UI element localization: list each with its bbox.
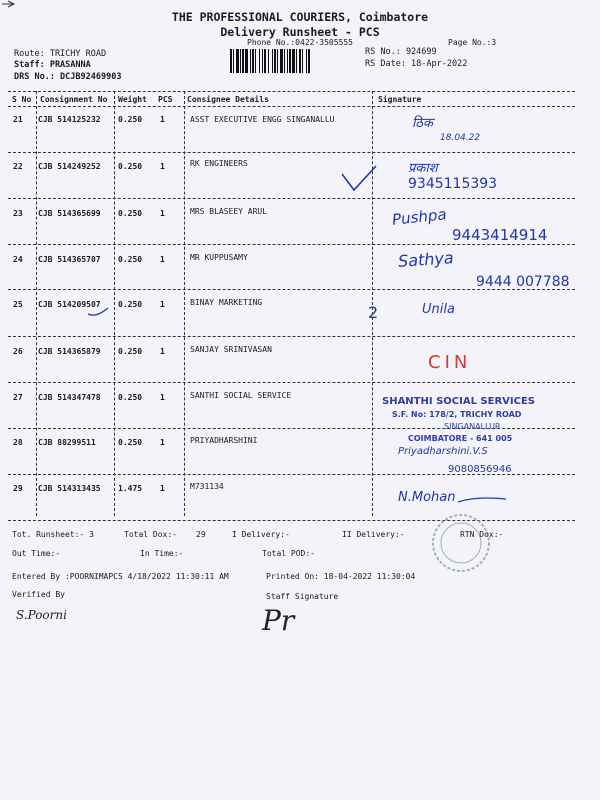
stamp-line: S.F. No: 178/2, TRICHY ROAD [392, 410, 522, 419]
row-pcs: 1 [160, 300, 165, 309]
row-weight: 1.475 [118, 484, 143, 493]
row-consignment: CJB 514125232 [38, 115, 101, 124]
signature-date-row-21: 18.04.22 [440, 133, 481, 143]
row-consignee: BINAY MARKETING [190, 298, 263, 307]
staff-signature-label: Staff Signature [266, 592, 339, 601]
signature-row-22: प्रकाश [408, 161, 438, 176]
column-divider [184, 91, 185, 516]
route-label: Route: TRICHY ROAD [14, 49, 107, 59]
row-consignee: RK ENGINEERS [190, 159, 248, 168]
total-dox-value: 29 [196, 530, 206, 539]
phone-row-23: 9443414914 [452, 226, 548, 244]
column-header-pcs: PCS [158, 95, 173, 104]
row-weight: 0.250 [118, 438, 143, 447]
row-pcs: 1 [160, 162, 165, 171]
row-pcs: 1 [160, 115, 165, 124]
company-title: THE PROFESSIONAL COURIERS, Coimbatore [171, 10, 429, 24]
row-consignee: SANJAY SRINIVASAN [190, 345, 272, 354]
rs-date: RS Date: 18-Apr-2022 [365, 59, 468, 69]
row-sno: 27 [13, 393, 23, 402]
signature-row-28: Priyadharshini.V.S [398, 446, 488, 457]
signature-row-26: CIN [428, 352, 472, 373]
out-time: Out Time:- [12, 549, 61, 558]
column-divider [36, 91, 37, 516]
phone-row-24: 9444 007788 [476, 274, 570, 290]
row-consignment: CJB 514209507 [38, 300, 101, 309]
checkmark-icon [338, 164, 378, 194]
row-consignee: ASST EXECUTIVE ENGG SINGANALLU [190, 115, 335, 124]
document-subtitle: Delivery Runsheet - PCS [220, 25, 380, 39]
verified-signature: S.Poorni [16, 608, 67, 622]
row-pcs: 1 [160, 255, 165, 264]
row-separator [8, 152, 575, 153]
column-header-consignee: Consignee Details [187, 95, 269, 104]
row-consignment: CJB 514347478 [38, 393, 101, 402]
row-consignment: CJB 514249252 [38, 162, 101, 171]
barcode-icon [230, 49, 356, 73]
row-separator [8, 382, 575, 383]
column-header-signature: Signature [378, 95, 422, 104]
verified-by-label: Verified By [12, 590, 65, 599]
signature-row-29: N.Mohan [398, 490, 456, 505]
row-weight: 0.250 [118, 393, 143, 402]
signature-row-23: Pushpa [391, 205, 448, 229]
row-sno: 26 [13, 347, 23, 356]
phone-row-28: 9080856946 [448, 464, 512, 475]
phone-row-22: 9345115393 [408, 176, 498, 192]
row-consignment: CJB 514365879 [38, 347, 101, 356]
mark-row-25: 2 [368, 303, 379, 322]
staff-label: Staff: PRASANNA [14, 60, 91, 70]
row-consignee: MR KUPPUSAMY [190, 253, 248, 262]
page-number: Page No.:3 [448, 38, 497, 47]
column-header-weight: Weight [118, 95, 147, 104]
phone-number: Phone No.:0422-3505555 [247, 38, 353, 47]
row-weight: 0.250 [118, 347, 143, 356]
row-weight: 0.250 [118, 209, 143, 218]
tick-icon [86, 306, 110, 320]
row-sno: 21 [13, 115, 23, 124]
row-sno: 29 [13, 484, 23, 493]
total-runsheet: Tot. Runsheet:- 3 [12, 530, 94, 539]
row-sno: 28 [13, 438, 23, 447]
total-pod: Total POD:- [262, 549, 315, 558]
entered-by: Entered By :POORNIMAPCS 4/18/2022 11:30:11 AM [12, 572, 229, 581]
column-header-consignment: Consignment No [40, 95, 108, 104]
signature-row-24: Sathya [397, 248, 455, 271]
row-separator [8, 244, 575, 245]
row-weight: 0.250 [118, 255, 143, 264]
row-consignee: PRIYADHARSHINI [190, 436, 258, 445]
row-consignee: SANTHI SOCIAL SERVICE [190, 391, 292, 400]
row-consignment: CJB 514365707 [38, 255, 101, 264]
corner-mark-icon [0, 0, 18, 14]
row-consignment: CJB 88299511 [38, 438, 96, 447]
signature-row-25: Unila [422, 302, 455, 317]
row-pcs: 1 [160, 484, 165, 493]
i-delivery: I Delivery:- [232, 530, 290, 539]
underline-stroke-icon [456, 490, 508, 508]
rtn-dox: RTN Dox:- [460, 530, 504, 539]
row-separator [8, 198, 575, 199]
row-sno: 25 [13, 300, 23, 309]
ii-delivery: II Delivery:- [342, 530, 405, 539]
stamp-line: SINGANALLUR [444, 422, 501, 431]
table-top-rule [8, 91, 575, 92]
row-sno: 24 [13, 255, 23, 264]
row-pcs: 1 [160, 347, 165, 356]
rs-number: RS No.: 924699 [365, 47, 437, 57]
row-consignment: CJB 514313435 [38, 484, 101, 493]
row-pcs: 1 [160, 438, 165, 447]
column-header-sno: S No [12, 95, 32, 104]
row-consignee: M731134 [190, 482, 224, 491]
drs-number: DRS No.: DCJB92469903 [14, 72, 122, 82]
row-weight: 0.250 [118, 300, 143, 309]
in-time: In Time:- [140, 549, 184, 558]
total-dox-label: Total Dox:- [124, 530, 177, 539]
staff-signature: Pr [262, 604, 295, 637]
row-consignee: MRS BLASEEY ARUL [190, 207, 268, 216]
column-divider [114, 91, 115, 516]
row-pcs: 1 [160, 393, 165, 402]
round-seal-icon [430, 512, 492, 574]
stamp-line: SHANTHI SOCIAL SERVICES [382, 396, 535, 407]
row-weight: 0.250 [118, 162, 143, 171]
row-pcs: 1 [160, 209, 165, 218]
table-header-rule [8, 106, 575, 107]
row-consignment: CJB 514365699 [38, 209, 101, 218]
row-sno: 22 [13, 162, 23, 171]
stamp-line: COIMBATORE - 641 005 [408, 434, 513, 443]
printed-on: Printed On: 18-04-2022 11:30:04 [266, 572, 416, 581]
row-sno: 23 [13, 209, 23, 218]
row-separator [8, 336, 575, 337]
signature-row-21: ठिक [412, 116, 433, 131]
row-weight: 0.250 [118, 115, 143, 124]
